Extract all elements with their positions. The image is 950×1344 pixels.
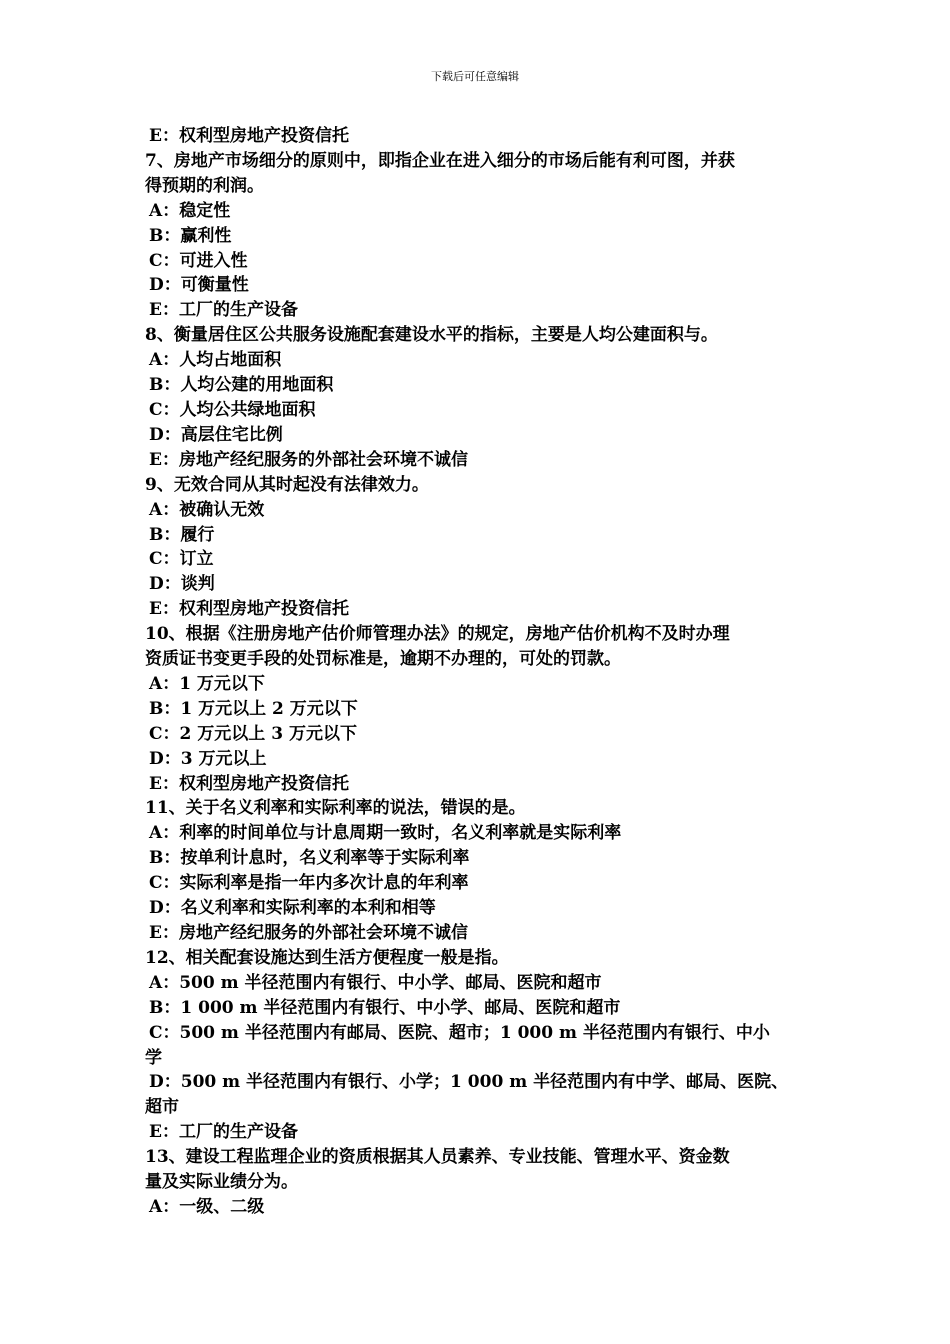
option-line: B：履行 <box>149 524 215 545</box>
option-line: A：1 万元以下 <box>149 673 265 694</box>
option-line: B：按单利计息时，名义利率等于实际利率 <box>149 848 470 869</box>
option-line: B：1 万元以上 2 万元以下 <box>149 698 358 719</box>
question-line: 12、相关配套设施达到生活方便程度一般是指。 <box>145 947 509 968</box>
option-line: A：被确认无效 <box>149 499 265 520</box>
option-line: E：房地产经纪服务的外部社会环境不诚信 <box>149 449 468 470</box>
question-line: 资质证书变更手段的处罚标准是，逾期不办理的，可处的罚款。 <box>145 649 621 670</box>
question-line: 13、建设工程监理企业的资质根据其人员素养、专业技能、管理水平、资金数 <box>145 1147 730 1168</box>
option-line: D：可衡量性 <box>149 275 249 296</box>
option-line: E：权利型房地产投资信托 <box>149 773 349 794</box>
option-line: D：谈判 <box>149 574 215 595</box>
option-line: A：500 m 半径范围内有银行、中小学、邮局、医院和超市 <box>149 972 602 993</box>
option-line: E：房地产经纪服务的外部社会环境不诚信 <box>149 923 468 943</box>
question-line: 量及实际业绩分为。 <box>145 1172 298 1193</box>
option-line: E：工厂的生产设备 <box>149 300 298 321</box>
page-header: 下载后可任意编辑 <box>431 70 519 83</box>
option-line: E：权利型房地产投资信托 <box>149 599 349 620</box>
question-line: 得预期的利润。 <box>145 175 264 196</box>
question-line: 11、关于名义利率和实际利率的说法，错误的是。 <box>145 798 526 819</box>
option-line: A：人均占地面积 <box>149 350 282 371</box>
option-line: A：稳定性 <box>149 200 231 221</box>
option-line: D：500 m 半径范围内有银行、小学；1 000 m 半径范围内有中学、邮局、医院、 <box>149 1072 789 1093</box>
option-line: B：1 000 m 半径范围内有银行、中小学、邮局、医院和超市 <box>149 997 621 1018</box>
option-line: C：500 m 半径范围内有邮局、医院、超市；1 000 m 半径范围内有银行、中小 <box>149 1022 770 1043</box>
option-line: C：订立 <box>149 549 214 570</box>
option-line: C：可进入性 <box>149 250 248 271</box>
option-line: D：名义利率和实际利率的本利和相等 <box>149 898 436 919</box>
option-line: E：权利型房地产投资信托 <box>149 126 349 146</box>
question-line: 8、衡量居住区公共服务设施配套建设水平的指标，主要是人均公建面积与。 <box>145 325 718 346</box>
option-line: D：3 万元以上 <box>149 748 267 769</box>
option-line: A：一级、二级 <box>149 1196 265 1217</box>
option-line: C：实际利率是指一年内多次计息的年利率 <box>149 873 469 894</box>
question-line: 9、无效合同从其时起没有法律效力。 <box>145 474 429 495</box>
question-line: 7、房地产市场细分的原则中，即指企业在进入细分的市场后能有利可图，并获 <box>145 150 735 171</box>
option-line: A：利率的时间单位与计息周期一致时，名义利率就是实际利率 <box>149 823 622 844</box>
question-line: 10、根据《注册房地产估价师管理办法》的规定，房地产估价机构不及时办理 <box>145 624 730 645</box>
question-line: 学 <box>145 1047 162 1068</box>
option-line: C：2 万元以上 3 万元以下 <box>149 723 357 744</box>
document-body <box>145 124 825 1220</box>
option-line: E：工厂的生产设备 <box>149 1122 298 1143</box>
option-line: D：高层住宅比例 <box>149 424 283 445</box>
option-line: B：人均公建的用地面积 <box>149 375 334 396</box>
question-line: 超市 <box>145 1097 179 1118</box>
option-line: C：人均公共绿地面积 <box>149 399 316 420</box>
option-line: B：赢利性 <box>149 225 232 246</box>
